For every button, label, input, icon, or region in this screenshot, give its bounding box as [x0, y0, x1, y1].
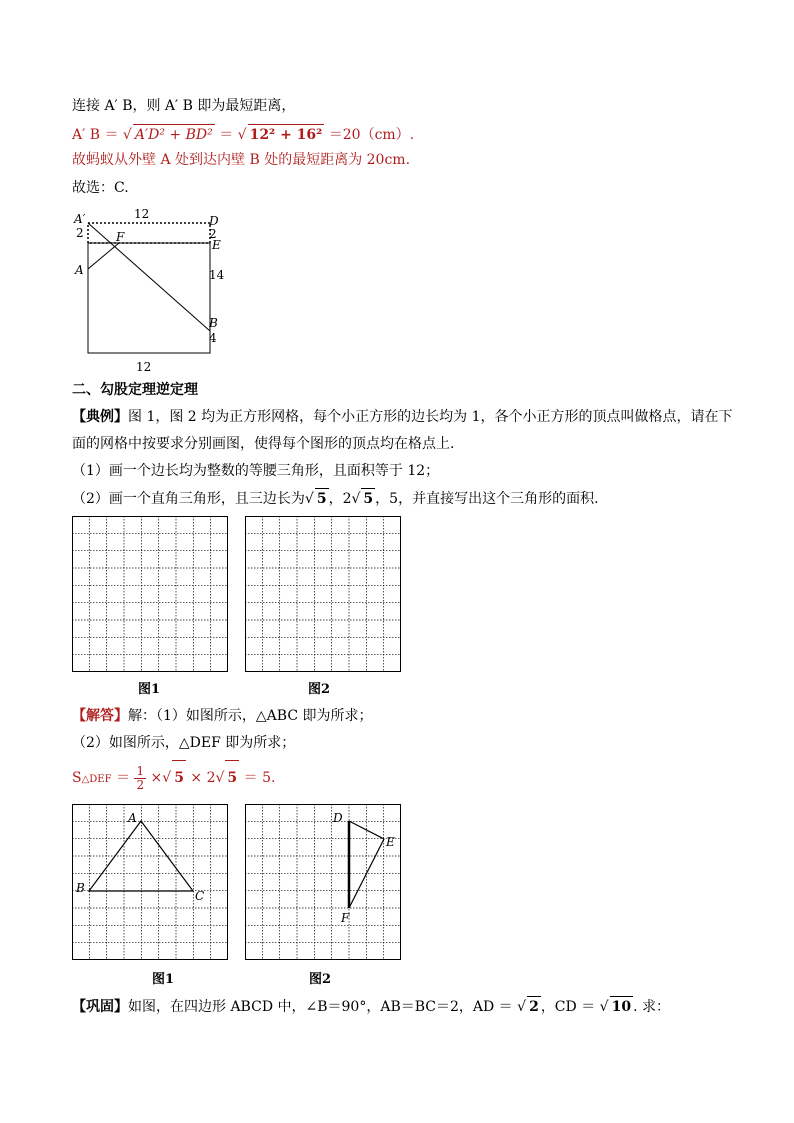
grid-caption-1: 图1: [138, 682, 161, 697]
radical-2: 12² + 16²: [248, 124, 325, 145]
rectangle: [88, 243, 210, 353]
segment-a-prime-b: [88, 223, 210, 331]
consolidate-line: 【巩固】如图，在四边形 ABCD 中，∠B＝90°，AB＝BC＝2，AD ＝ √ 2 ，CD ＝ √ 10 . 求：: [72, 996, 670, 1017]
example-line-2: 面的网格中按要求分别画图，使得每个图形的顶点均在格点上.: [72, 436, 455, 452]
solution-line-4: 故选：C.: [72, 180, 129, 196]
answer-caption-1: 图1: [152, 972, 175, 987]
solution-formula: A′ B ＝ √ A′D² + BD² ＝ √ 12² + 16² ＝20（cm）.: [72, 124, 414, 145]
empty-grid-2: [245, 516, 401, 672]
question-2: （2）画一个直角三角形，且三边长为√ 5 ，2√ 5 ，5，并直接写出这个三角形的面积.: [72, 488, 599, 509]
fraction: $\frac{1}{2}$: [136, 763, 145, 792]
label-f: F: [341, 911, 350, 925]
solution-line-3: 故蚂蚁从外壁 A 处到达内壁 B 处的最短距离为 20cm.: [72, 152, 411, 168]
solution-line-1: 连接 A′ B，则 A′ B 即为最短距离，: [72, 98, 296, 114]
answer-grid-2: [245, 804, 401, 960]
answer-caption-2: 图2: [309, 972, 332, 987]
label-a: A: [128, 811, 137, 825]
label-d: D: [333, 811, 343, 825]
grid-caption-2: 图2: [308, 682, 331, 697]
radical-1: A′D² + BD²: [133, 124, 215, 145]
answer-grid-1: [72, 804, 228, 960]
label-right-2: 2: [209, 227, 217, 241]
segment-de: [349, 821, 384, 839]
label-4: 4: [209, 331, 217, 345]
label-d: D: [209, 214, 219, 228]
grid-lines: [72, 516, 228, 672]
label-f: F: [116, 230, 125, 244]
label-14: 14: [209, 268, 225, 282]
segment-a-f: [88, 243, 119, 269]
dotted-extension: [88, 223, 210, 243]
unfolded-diagram: [72, 203, 232, 378]
answer-line-1: 【解答】解：（1）如图所示，△ABC 即为所求；: [72, 708, 373, 724]
label-a-prime: A′: [74, 212, 86, 226]
label-left-2: 2: [76, 226, 84, 240]
label-bottom-length: 12: [136, 360, 152, 374]
label-e: E: [212, 238, 221, 252]
grid-lines: [245, 804, 401, 960]
example-line-1: 【典例】图 1，图 2 均为正方形网格，每个小正方形的边长均为 1，各个小正方形的顶点叫做格点，请在下: [72, 409, 733, 425]
label-b: B: [76, 881, 85, 895]
section-heading: 二、勾股定理逆定理: [72, 382, 198, 398]
empty-grid-1: [72, 516, 228, 672]
question-1: （1）画一个边长均为整数的等腰三角形，且面积等于 12；: [72, 463, 440, 479]
label-top-length: 12: [134, 207, 150, 221]
label-a: A: [75, 263, 84, 277]
label-c: C: [195, 889, 205, 903]
label-e: E: [386, 835, 395, 849]
area-formula: S△DEF ＝ $\frac{1}{2}$ ×√ 5 × 2√ 5 ＝ 5.: [72, 760, 275, 797]
answer-line-2: （2）如图所示，△DEF 即为所求；: [72, 735, 296, 751]
grid-lines: [245, 516, 401, 672]
label-b: B: [209, 316, 218, 330]
